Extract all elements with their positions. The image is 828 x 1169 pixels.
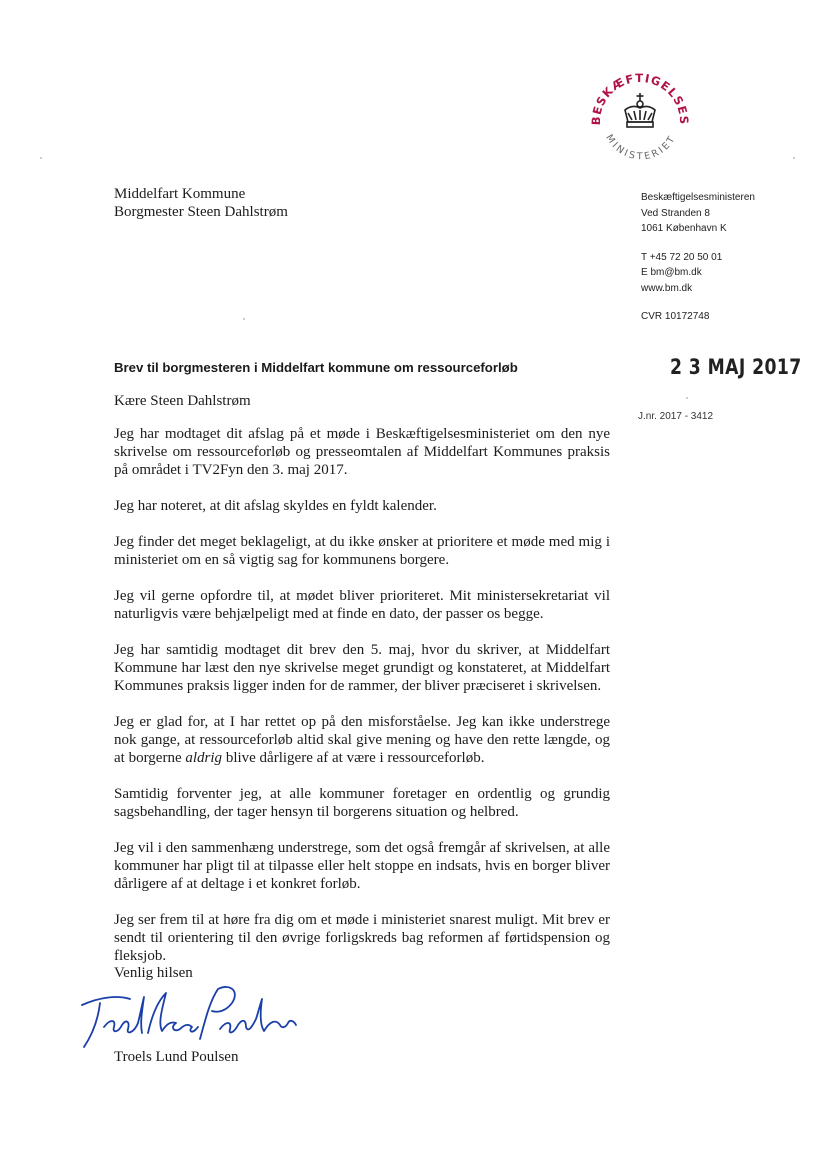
paragraph: Jeg har noteret, at dit afslag skyldes en fyldt kalender. xyxy=(114,498,437,514)
sender-name: Beskæftigelsesministeren xyxy=(641,192,755,203)
svg-text:MINISTERIET xyxy=(603,133,678,163)
scan-speck xyxy=(686,397,688,399)
scan-speck xyxy=(243,318,245,320)
paragraph: Jeg finder det meget beklageligt, at du ikke ønsker at prioritere et møde med mig i ministeriet om en så vigtig sag for kommunens borgere. xyxy=(114,534,610,568)
paragraph-text: Jeg er glad for, at I har rettet op på den misforståelse. Jeg kan ikke understrege nok gange, at ressourceforløb altid skal give mening og have den rette længde, og at borgerne xyxy=(114,714,610,766)
closing: Venlig hilsen xyxy=(114,965,193,981)
paragraph xyxy=(114,713,610,767)
crown-icon xyxy=(625,93,655,127)
sender-phone: T +45 72 20 50 01 xyxy=(641,251,723,263)
paragraph: Jeg vil gerne opfordre til, at mødet bliver prioriteret. Mit ministersekretariat vil naturligvis være behjælpeligt med at finde en dato, der passer os begge. xyxy=(114,588,610,622)
sender-cvr: CVR 10172748 xyxy=(641,311,710,322)
logo-arc-text: BESKÆFTIGELSES xyxy=(588,70,692,126)
salutation: Kære Steen Dahlstrøm xyxy=(114,393,251,409)
paragraph: Jeg ser frem til at høre fra dig om et møde i ministeriet snarest muligt. Mit brev er sendt til orientering til den øvrige forligskreds bag reformen af førtidspension og fleksjob. xyxy=(114,912,610,964)
sender-city: 1061 København K xyxy=(641,223,727,234)
scan-speck xyxy=(793,157,795,159)
paragraph: Jeg vil i den sammenhæng understrege, som det også fremgår af skrivelsen, at alle kommuner har pligt til at tilpasse eller helt stoppe en indsats, hvis en borger bliver dårligere af at deltage i et konkret forløb. xyxy=(114,840,610,892)
letter-subject: Brev til borgmesteren i Middelfart kommune om ressourceforløb xyxy=(114,360,518,375)
emphasis-text: aldrig xyxy=(185,750,223,766)
recipient-line-2: Borgmester Steen Dahlstrøm xyxy=(114,204,288,220)
sender-street: Ved Stranden 8 xyxy=(641,207,710,219)
paragraph-text: blive dårligere af at være i ressourceforløb. xyxy=(222,750,485,766)
sender-web: www.bm.dk xyxy=(641,282,693,294)
scan-speck xyxy=(40,157,42,159)
date-stamp: 2 3 MAJ 2017 xyxy=(670,355,802,379)
paragraph: Samtidig forventer jeg, at alle kommuner foretager en ordentlig og grundig sagsbehandling, der tager hensyn til borgerens situation og helbred. xyxy=(114,786,610,820)
journal-number: J.nr. 2017 - 3412 xyxy=(638,411,714,422)
signer-name: Troels Lund Poulsen xyxy=(114,1049,239,1065)
logo-bottom-text: MINISTERIET xyxy=(603,132,679,163)
sender-email: E bm@bm.dk xyxy=(641,267,702,278)
sender-block xyxy=(641,190,755,325)
handwritten-signature xyxy=(70,975,300,1055)
recipient-line-1: Middelfart Kommune xyxy=(114,186,246,202)
paragraph: Jeg har modtaget dit afslag på et møde i Beskæftigelsesministeriet om den nye skrivelse om ressourceforløb og presseomtalen af Middelfart Kommunes praksis på området i TV2Fyn den 3. maj 2017. xyxy=(114,426,610,478)
recipient-address xyxy=(114,185,288,221)
ministry-logo xyxy=(582,60,698,176)
paragraph: Jeg har samtidig modtaget dit brev den 5. maj, hvor du skriver, at Middelfart Kommune har læst den nye skrivelse meget grundigt og konstateret, at Middelfart Kommunes praksis ligger inden for de rammer, der bliver præciseret i skrivelsen. xyxy=(114,642,610,694)
letter-body xyxy=(114,425,610,983)
